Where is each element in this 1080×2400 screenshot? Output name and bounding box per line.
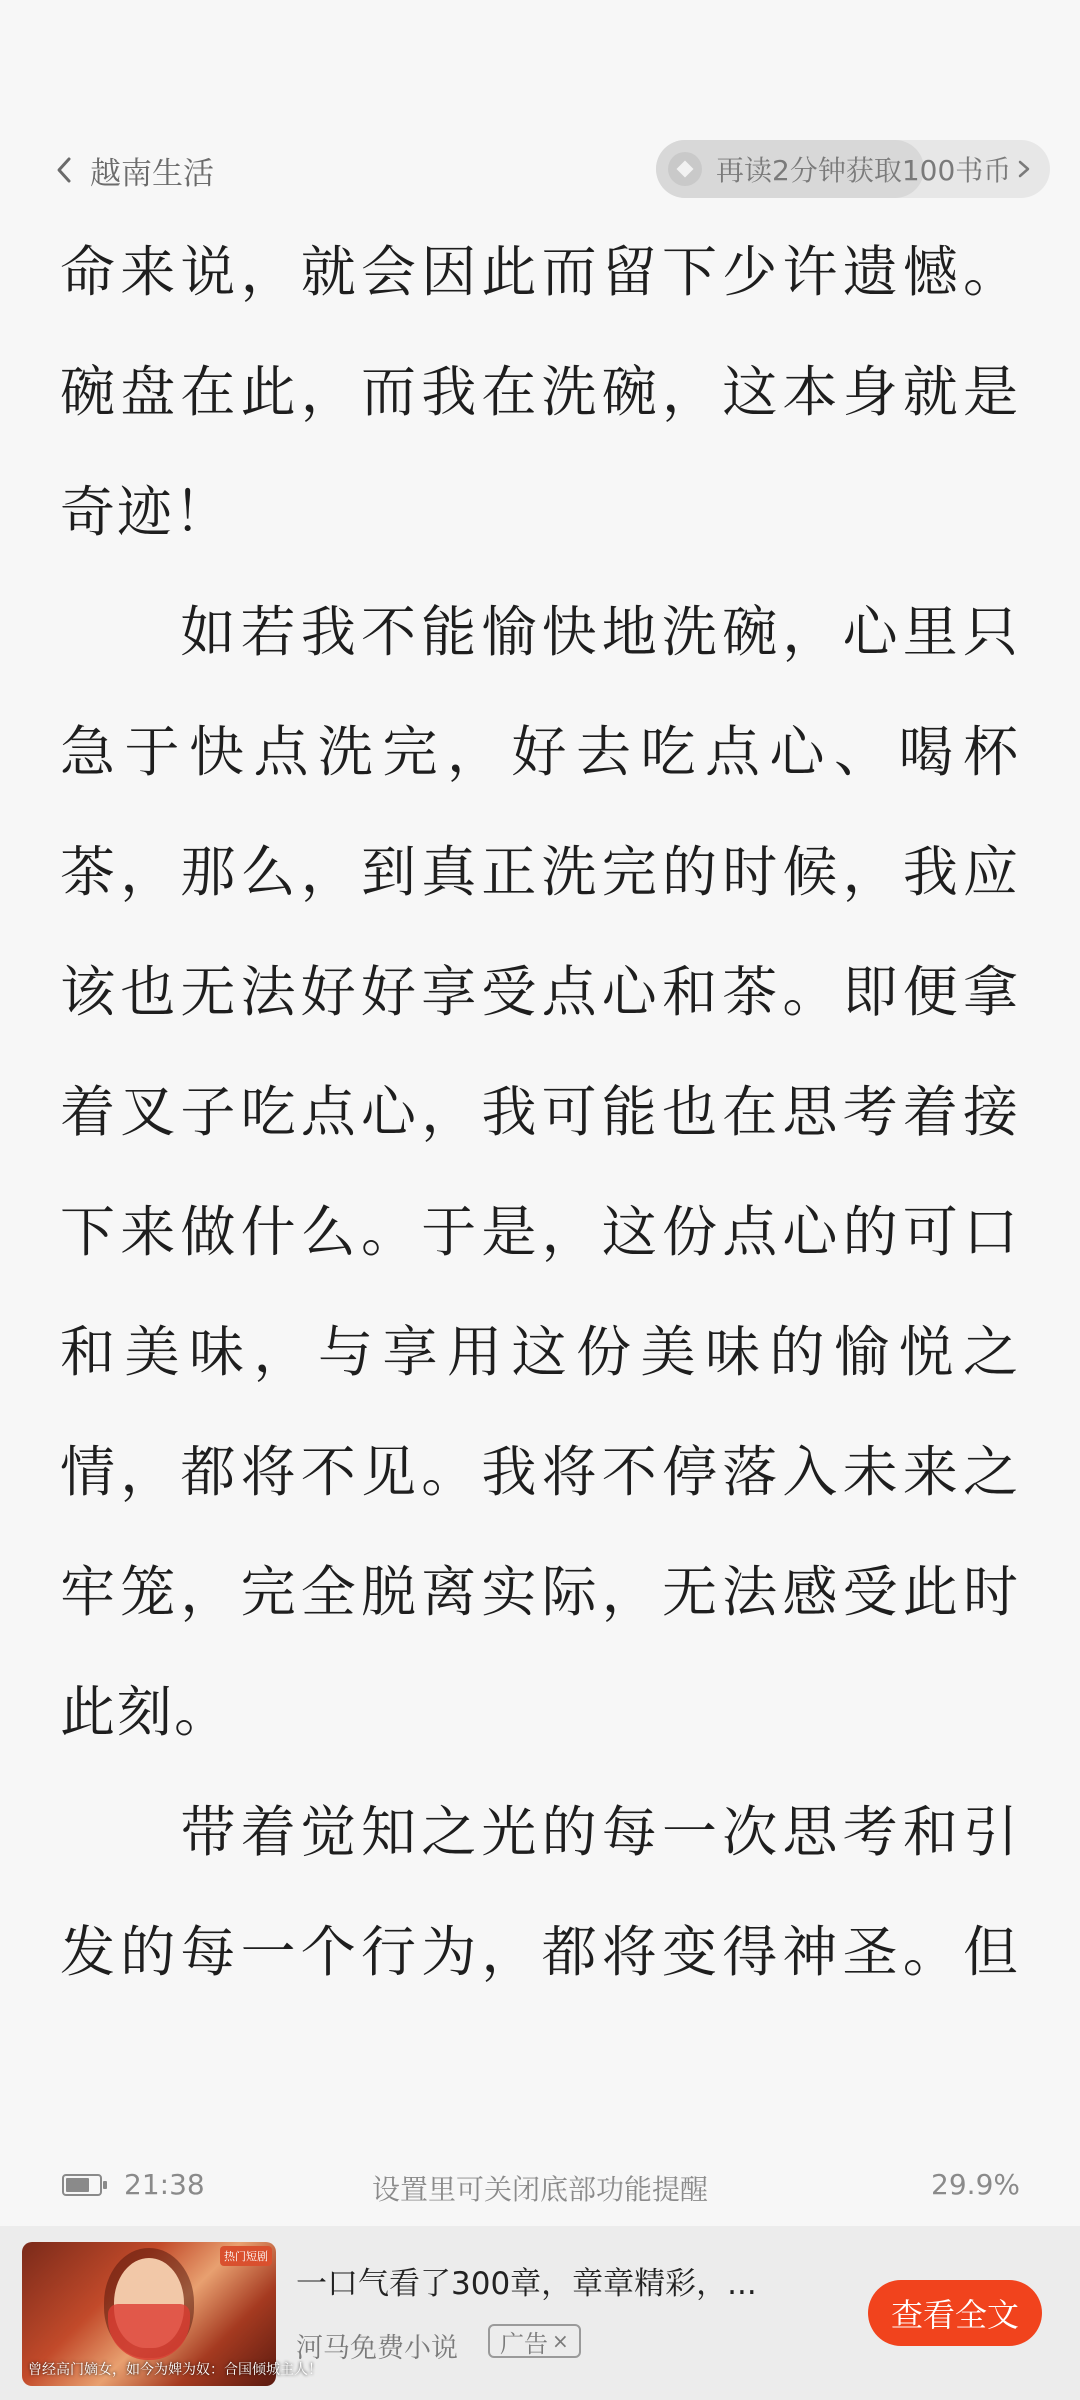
reward-banner[interactable] bbox=[656, 140, 1050, 198]
text-line: 该也无法好好享受点心和茶。即便拿 bbox=[60, 960, 1020, 1024]
ad-thumbnail-tag: 热门短剧 bbox=[220, 2246, 272, 2266]
chevron-left-icon bbox=[56, 150, 80, 190]
text-line: 碗盘在此，而我在洗碗，这本身就是 bbox=[60, 360, 1020, 424]
view-full-text-button[interactable]: 查看全文 bbox=[868, 2280, 1042, 2346]
ad-thumbnail-veil bbox=[108, 2304, 190, 2360]
text-line: 着叉子吃点心，我可能也在思考着接 bbox=[60, 1080, 1020, 1144]
ad-source: 河马免费小说 bbox=[296, 2333, 458, 2364]
text-line: 此刻。 bbox=[60, 1680, 232, 1744]
text-line: 奇迹！ bbox=[60, 480, 232, 544]
text-line: 如若我不能愉快地洗碗，心里只 bbox=[60, 600, 1020, 664]
ad-title[interactable]: 一口气看了300章，章章精彩，... bbox=[296, 2266, 757, 2302]
text-line: 牢笼，完全脱离实际，无法感受此时 bbox=[60, 1560, 1020, 1624]
ad-label-text: 广告 bbox=[500, 2329, 548, 2358]
chevron-right-icon bbox=[1016, 154, 1032, 184]
text-line: 发的每一个行为，都将变得神圣。但 bbox=[60, 1920, 1020, 1984]
ad-thumbnail-caption: 曾经高门嫡女，如今为婢为奴：合国倾城主人！ bbox=[28, 2362, 322, 2378]
text-line: 下来做什么。于是，这份点心的可口 bbox=[60, 1200, 1020, 1264]
back-button[interactable] bbox=[56, 144, 214, 196]
text-line: 茶，那么，到真正洗完的时候，我应 bbox=[60, 840, 1020, 904]
settings-hint: 设置里可关闭底部功能提醒 bbox=[371, 2173, 708, 2206]
ad-banner[interactable] bbox=[0, 2226, 1080, 2400]
chapter-text[interactable] bbox=[60, 212, 1020, 2012]
book-title: 越南生活 bbox=[90, 155, 214, 192]
close-icon[interactable]: × bbox=[552, 2329, 569, 2353]
coin-icon bbox=[668, 152, 702, 186]
text-line: 情，都将不见。我将不停落入未来之 bbox=[60, 1440, 1020, 1504]
ad-thumbnail[interactable] bbox=[22, 2242, 322, 2386]
text-line: 和美味，与享用这份美味的愉悦之 bbox=[60, 1320, 1020, 1384]
reward-text: 再读2分钟获取100书币 bbox=[716, 154, 1012, 187]
ad-label[interactable] bbox=[488, 2324, 581, 2358]
clock-time: 21:38 bbox=[124, 2168, 205, 2201]
reading-progress: 29.9% bbox=[931, 2168, 1020, 2201]
text-line: 带着觉知之光的每一次思考和引 bbox=[60, 1800, 1020, 1864]
text-line: 急于快点洗完，好去吃点心、喝杯 bbox=[60, 720, 1020, 784]
reader-top-bar bbox=[0, 140, 1080, 200]
text-line: 命来说，就会因此而留下少许遗憾。 bbox=[60, 240, 1020, 304]
reader-status-bar bbox=[0, 2162, 1080, 2210]
